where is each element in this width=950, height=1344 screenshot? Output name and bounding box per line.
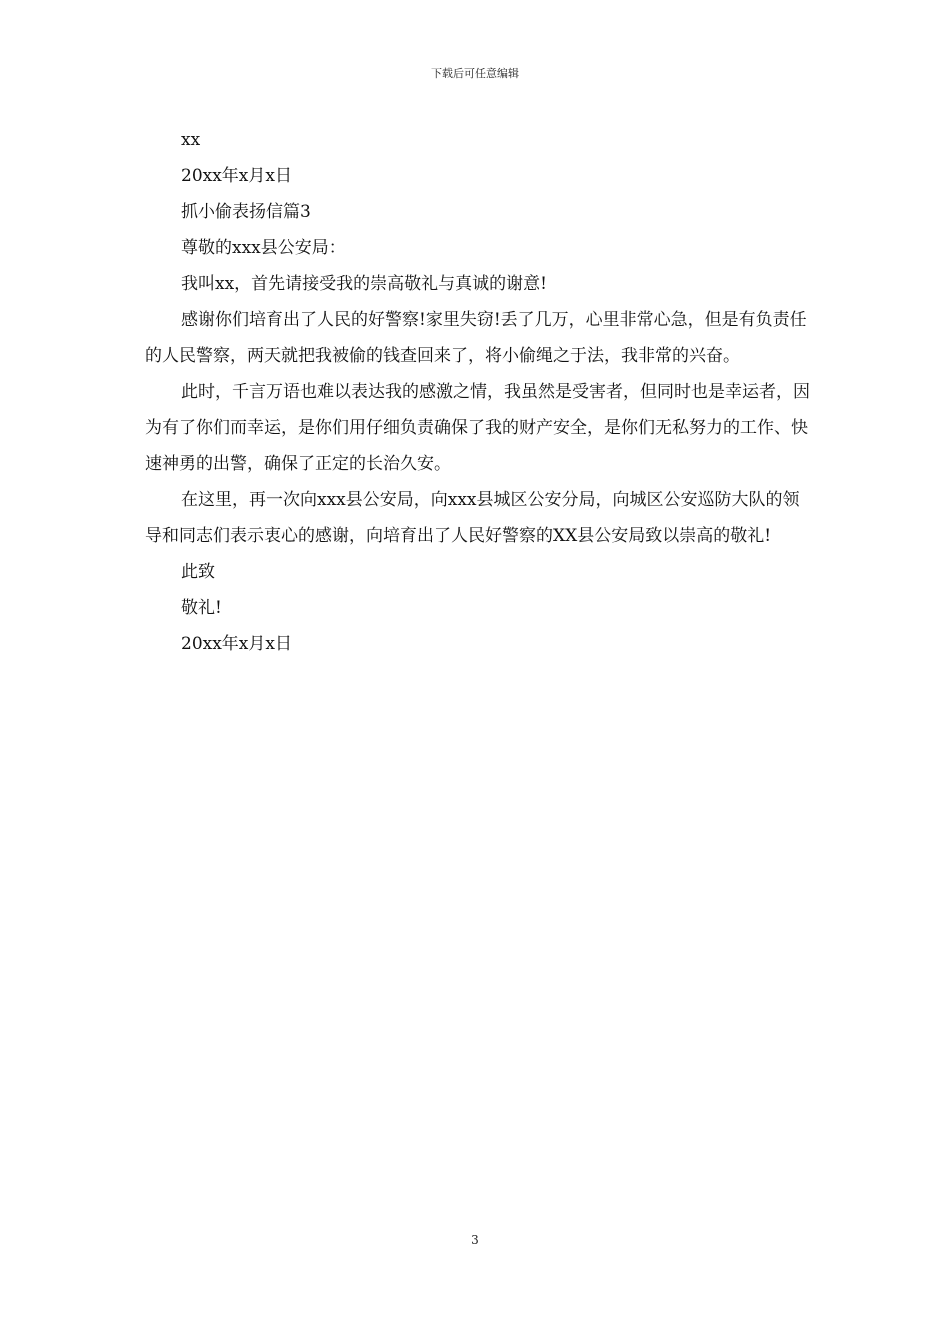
date-bottom: 20xx年x月x日	[181, 634, 292, 654]
closing-salute: 此致	[181, 562, 215, 582]
date-top: 20xx年x月x日	[181, 166, 292, 186]
intro-line: 我叫xx，首先请接受我的崇高敬礼与真诚的谢意!	[181, 274, 548, 294]
salutation: 尊敬的xxx县公安局：	[181, 238, 346, 258]
section-title: 抓小偷表扬信篇3	[181, 202, 311, 222]
signature-name: xx	[181, 130, 201, 150]
paragraph-feelings: 此时，千言万语也难以表达我的感激之情，我虽然是受害者，但同时也是幸运者，因为有了你们而幸运，是你们用仔细负责确保了我的财产安全，是你们无私努力的工作、快速神勇的出警，确保了正定的长治久安。	[145, 382, 810, 474]
paragraph-thanks: 在这里，再一次向xxx县公安局，向xxx县城区公安分局，向城区公安巡防大队的领导和同志们表示衷心的感谢，向培育出了人民好警察的XX县公安局致以崇高的敬礼!	[145, 490, 800, 546]
closing-respect: 敬礼!	[181, 598, 222, 618]
page-number: 3	[471, 1233, 479, 1247]
paragraph-gratitude: 感谢你们培育出了人民的好警察!家里失窃!丢了几万，心里非常心急，但是有负责任的人民警察，两天就把我被偷的钱查回来了，将小偷绳之于法，我非常的兴奋。	[145, 310, 807, 366]
letter-body	[145, 122, 810, 662]
page-header-note: 下载后可任意编辑	[431, 67, 519, 80]
